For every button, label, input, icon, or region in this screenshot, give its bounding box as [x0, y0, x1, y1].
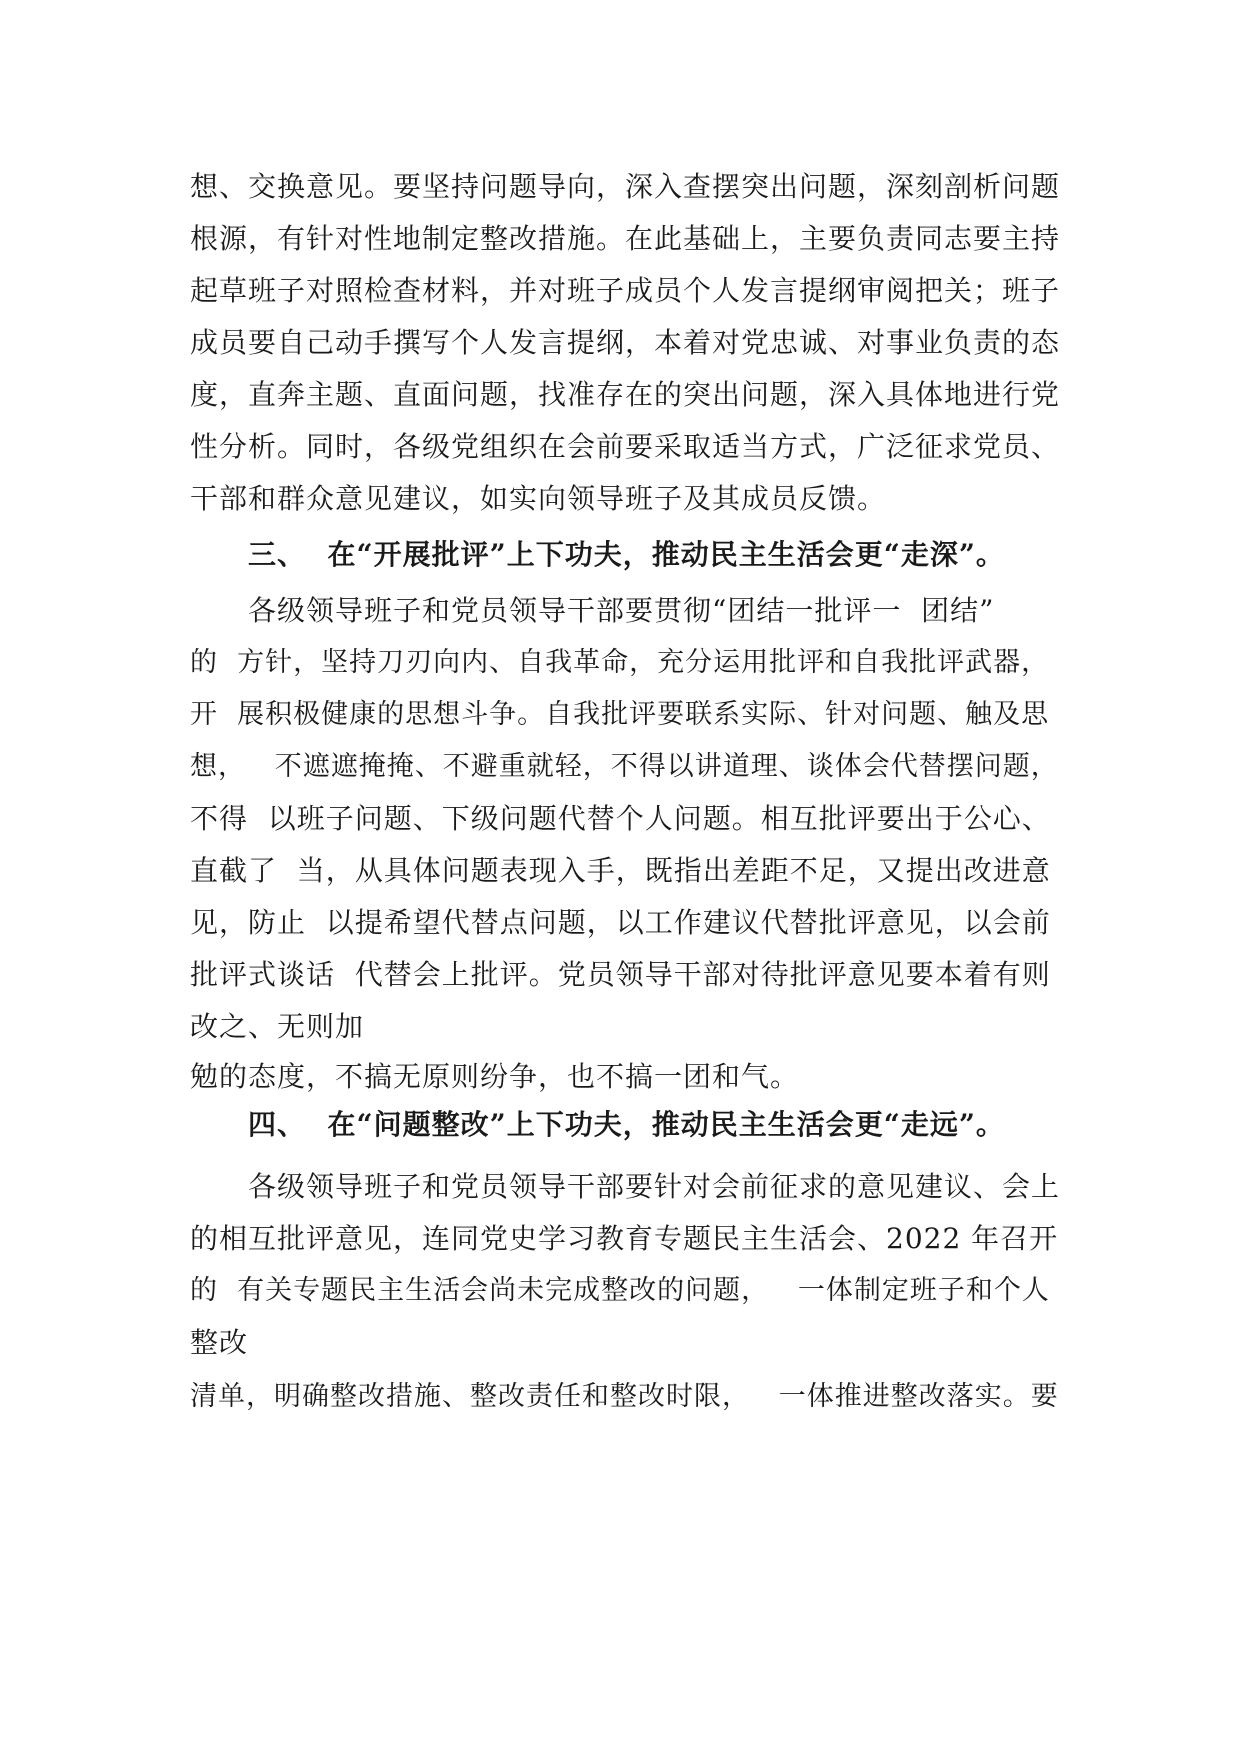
paragraph-line: 开 展积极健康的思想斗争。自我批评要联系实际、针对问题、触及思	[190, 699, 1050, 730]
paragraph-line: 成员要自己动手撰写个人发言提纲，本着对党忠诚、对事业负责的态	[190, 326, 1061, 359]
paragraph-line: 见，防止 以提希望代替点问题，以工作建议代替批评意见，以会前	[190, 906, 1051, 939]
paragraph-line: 整改	[190, 1326, 249, 1359]
paragraph-line: 度，直奔主题、直面问题，找准存在的突出问题，深入具体地进行党	[190, 378, 1061, 411]
paragraph-line: 批评式谈话 代替会上批评。党员领导干部对待批评意见要本着有则	[190, 958, 1051, 991]
paragraph-line: 的 方针，坚持刀刃向内、自我革命，充分运用批评和自我批评武器，	[190, 647, 1050, 678]
paragraph-line: 不得 以班子问题、下级问题代替个人问题。相互批评要出于公心、	[190, 802, 1051, 835]
section-heading-4: 四、 在“问题整改”上下功夫，推动民主生活会更“走远”。	[248, 1108, 1005, 1141]
paragraph-line: 想、交换意见。要坚持问题导向，深入查摆突出问题，深刻剖析问题	[190, 170, 1061, 203]
paragraph-line: 各级领导班子和党员领导干部要贯彻“团结一批评一 团结”	[248, 594, 995, 627]
paragraph-line: 的 有关专题民主生活会尚未完成整改的问题， 一体制定班子和个人	[190, 1275, 1050, 1306]
paragraph-line: 性分析。同时，各级党组织在会前要采取适当方式，广泛征求党员、	[190, 430, 1061, 463]
paragraph-line: 各级领导班子和党员领导干部要针对会前征求的意见建议、会上	[248, 1170, 1061, 1203]
paragraph-line: 干部和群众意见建议，如实向领导班子及其成员反馈。	[190, 482, 887, 515]
section-heading-3: 三、 在“开展批评”上下功夫，推动民主生活会更“走深”。	[248, 538, 1005, 571]
paragraph-line: 的相互批评意见，连同党史学习教育专题民主生活会、2022 年召开	[190, 1222, 1059, 1255]
paragraph-line: 想， 不遮遮掩掩、不避重就轻，不得以讲道理、谈体会代替摆问题，	[190, 751, 1059, 782]
paragraph-line: 清单，明确整改措施、整改责任和整改时限， 一体推进整改落实。要	[190, 1381, 1059, 1412]
paragraph-line: 根源，有针对性地制定整改措施。在此基础上，主要负责同志要主持	[190, 222, 1061, 255]
paragraph-line: 改之、无则加	[190, 1010, 365, 1043]
paragraph-line: 直截了 当，从具体问题表现入手，既指出差距不足，又提出改进意	[190, 854, 1051, 887]
paragraph-line: 勉的态度，不搞无原则纷争，也不搞一团和气。	[190, 1060, 800, 1093]
paragraph-line: 起草班子对照检查材料，并对班子成员个人发言提纲审阅把关；班子	[190, 274, 1061, 307]
